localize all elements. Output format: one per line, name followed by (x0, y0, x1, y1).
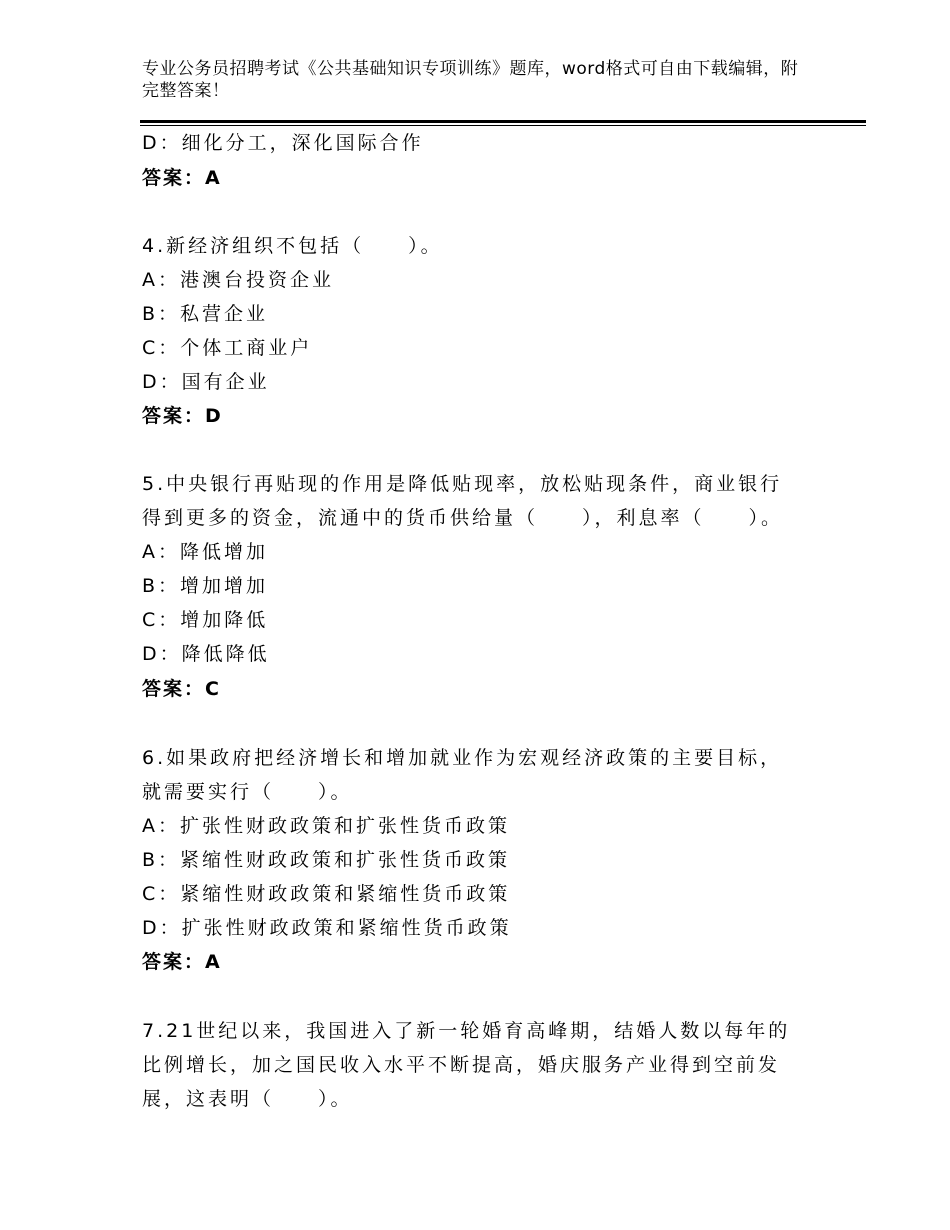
q4-answer: 答案：D (142, 405, 223, 427)
q6-answer: 答案：A (142, 951, 222, 973)
q3-answer: 答案：A (142, 167, 222, 189)
q4-option-a: A：港澳台投资企业 (142, 269, 334, 291)
q6-stem: 6.如果政府把经济增长和增加就业作为宏观经济政策的主要目标，就需要实行（ ）。 (142, 747, 783, 803)
q5-option-b: B：增加增加 (142, 575, 269, 597)
page-header: 专业公务员招聘考试《公共基础知识专项训练》题库，word格式可自由下载编辑，附完整答案！ (142, 59, 799, 101)
q6-option-d: D：扩张性财政政策和紧缩性货币政策 (142, 917, 512, 939)
q4-option-b: B：私营企业 (142, 303, 269, 325)
q5-answer: 答案：C (142, 678, 221, 700)
q7-stem: 7.21世纪以来，我国进入了新一轮婚育高峰期，结婚人数以每年的比例增长，加之国民收入水平不断提高，婚庆服务产业得到空前发展，这表明（ ）。 (142, 1020, 791, 1110)
q4-stem: 4.新经济组织不包括（ ）。 (142, 235, 443, 257)
q5-option-c: C：增加降低 (142, 609, 269, 631)
header-rule-thin (140, 125, 866, 126)
q4-option-d: D：国有企业 (142, 371, 270, 393)
q5-stem: 5.中央银行再贴现的作用是降低贴现率，放松贴现条件，商业银行得到更多的资金，流通中的货币供给量（ ），利息率（ ）。 (142, 473, 784, 529)
q6-option-a: A：扩张性财政政策和扩张性货币政策 (142, 815, 510, 837)
q4-option-c: C：个体工商业户 (142, 337, 313, 359)
q6-option-c: C：紧缩性财政政策和紧缩性货币政策 (142, 883, 511, 905)
q3-option-d: D：细化分工，深化国际合作 (142, 132, 424, 154)
header-rule-thick (140, 120, 866, 123)
q5-option-a: A：降低增加 (142, 541, 268, 563)
q5-option-d: D：降低降低 (142, 643, 270, 665)
q6-option-b: B：紧缩性财政政策和扩张性货币政策 (142, 849, 511, 871)
